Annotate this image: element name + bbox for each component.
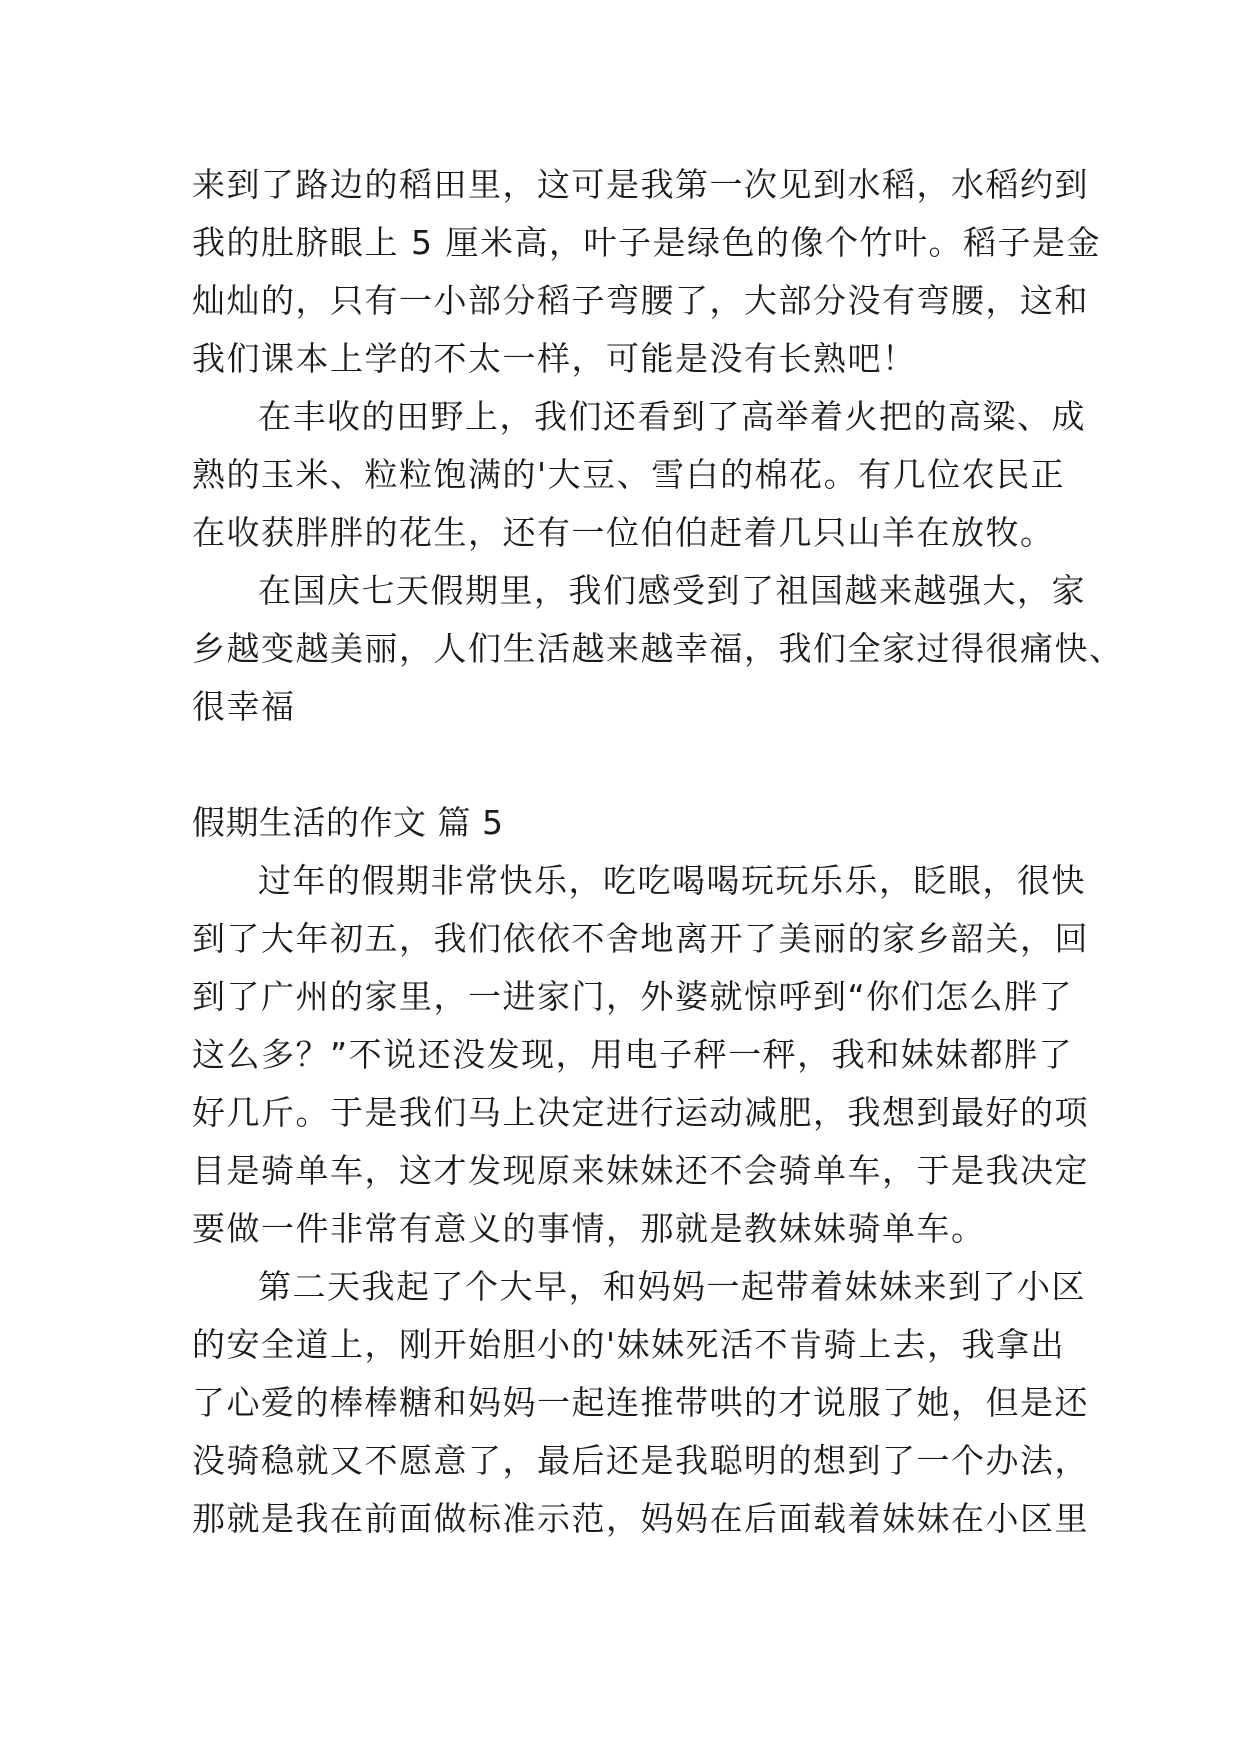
text-line: 没骑稳就又不愿意了，最后还是我聪明的想到了一个办法， <box>192 1441 1089 1480</box>
text-line: 来到了路边的稻田里，这可是我第一次见到水稻，水稻约到 <box>192 165 1089 204</box>
text-line: 好几斤。于是我们马上决定进行运动减肥，我想到最好的项 <box>192 1093 1089 1132</box>
text-line: 在收获胖胖的花生，还有一位伯伯赶着几只山羊在放牧。 <box>192 513 1055 552</box>
paragraph-start-line: 过年的假期非常快乐，吃吃喝喝玩玩乐乐，眨眼，很快 <box>258 861 1086 900</box>
section-heading: 假期生活的作文 篇 5 <box>192 803 504 842</box>
text-line: 了心爱的棒棒糖和妈妈一起连推带哄的才说服了她，但是还 <box>192 1383 1089 1422</box>
text-line: 要做一件非常有意义的事情，那就是教妹妹骑单车。 <box>192 1209 986 1248</box>
text-line: 的安全道上，刚开始胆小的'妹妹死活不肯骑上去，我拿出 <box>192 1325 1066 1364</box>
text-line: 我的肚脐眼上 5 厘米高，叶子是绿色的像个竹叶。稻子是金 <box>192 223 1101 262</box>
text-line: 灿灿的，只有一小部分稻子弯腰了，大部分没有弯腰，这和 <box>192 281 1089 320</box>
text-line: 乡越变越美丽，人们生活越来越幸福，我们全家过得很痛快、 <box>192 629 1124 668</box>
paragraph-start-line: 在国庆七天假期里，我们感受到了祖国越来越强大，家 <box>258 571 1086 610</box>
text-line: 目是骑单车，这才发现原来妹妹还不会骑单车，于是我决定 <box>192 1151 1089 1190</box>
text-line: 我们课本上学的不太一样，可能是没有长熟吧！ <box>192 339 917 378</box>
text-line: 那就是我在前面做标准示范，妈妈在后面载着妹妹在小区里 <box>192 1499 1089 1538</box>
text-line: 很幸福 <box>192 687 296 726</box>
paragraph-start-line: 第二天我起了个大早，和妈妈一起带着妹妹来到了小区 <box>258 1267 1086 1306</box>
paragraph-start-line: 在丰收的田野上，我们还看到了高举着火把的高粱、成 <box>258 397 1086 436</box>
text-line: 这么多？”不说还没发现，用电子秤一秤，我和妹妹都胖了 <box>192 1035 1074 1074</box>
text-line: 到了广州的家里，一进家门，外婆就惊呼到“你们怎么胖了 <box>192 977 1074 1016</box>
text-line: 到了大年初五，我们依依不舍地离开了美丽的家乡韶关，回 <box>192 919 1089 958</box>
text-line: 熟的玉米、粒粒饱满的'大豆、雪白的棉花。有几位农民正 <box>192 455 1066 494</box>
